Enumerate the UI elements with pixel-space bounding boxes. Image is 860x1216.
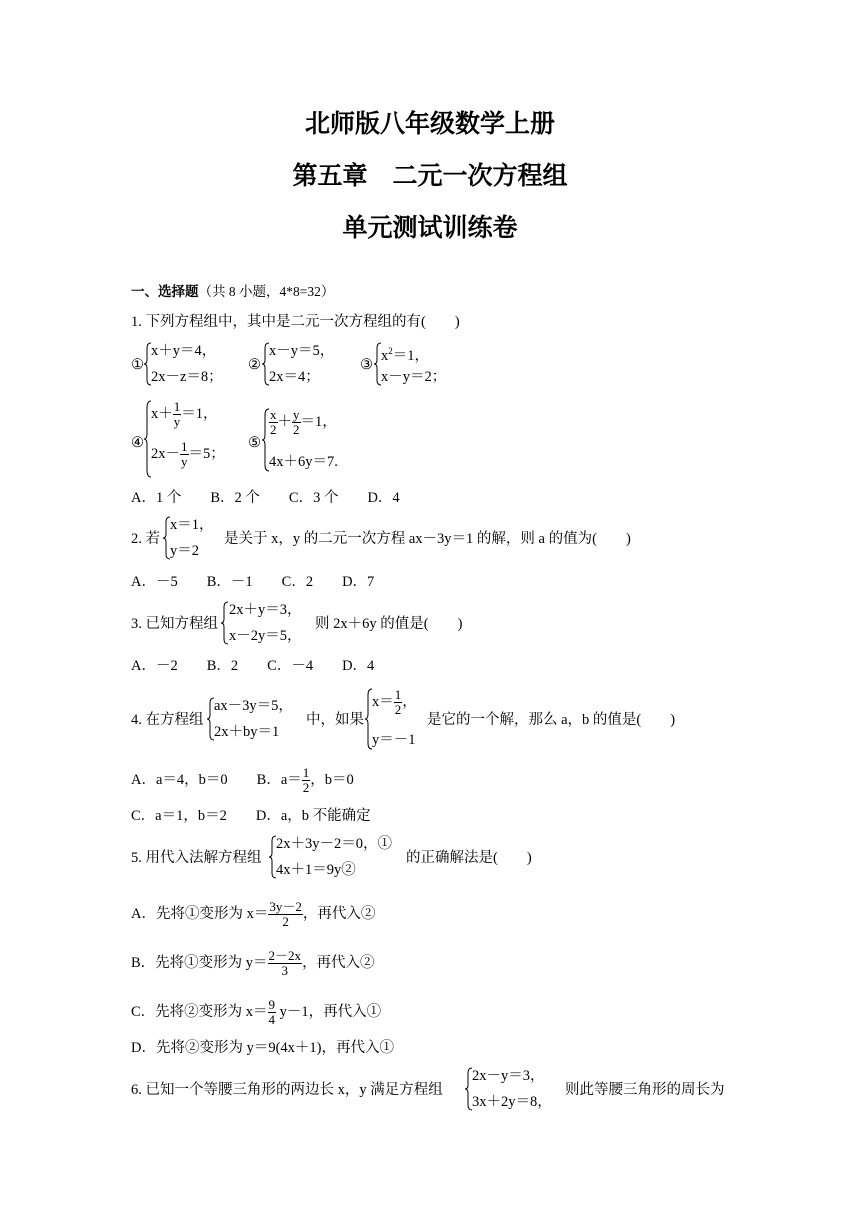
q6-pre: 6. 已知一个等腰三角形的两边长 x，y 满足方程组 [131,1082,443,1098]
q1-sys3-eq1: $x^2=1$， [381,346,429,364]
q4-sol1: x＝ $\frac{1}{2}$ ， [372,687,417,717]
q3-eq1: 2x＋y＝3， [229,602,302,618]
q5-eq2: 4x＋1＝9y② [276,862,356,878]
q4-options-ab: A．a＝4，b＝0 B．a＝ $\frac{1}{2}$ ，b＝0 [131,765,354,795]
q1-stem: 1. 下列方程组中，其中是二元一次方程组的有( ) [131,314,460,330]
section-heading-note: （共 8 小题，4*8=32） [198,284,335,299]
q1-sys4-label: ④ [131,435,144,451]
q1-sys5-eq1: $\frac{x}{2}$ ＋ $\frac{y}{2}$ ＝1， [270,407,337,437]
q5-eq1: 2x＋3y－2＝0，① [276,836,392,852]
q2-options: A．－5 B．－1 C．2 D．7 [131,574,375,590]
q4-post: 是它的一个解，那么 a，b 的值是( ) [427,712,676,728]
q2-post: 是关于 x，y 的二元一次方程 ax－3y＝1 的解，则 a 的值为( ) [224,531,631,547]
q1-sys5-label: ⑤ [248,435,261,451]
brace-icon [221,601,229,645]
q4-eq1: ax－3y＝5， [214,698,293,714]
doc-title: 北师版八年级数学上册 [304,109,555,138]
q5-option-b: B．先将①变形为 y＝ $\frac{2-2x}{3}$ ，再代入② [131,948,375,978]
test-title: 单元测试训练卷 [342,213,518,242]
q1-sys4-eq2: 2x－ $\frac{1}{y}$ ＝5； [151,439,225,469]
q3-options: A．－2 B．2 C．－4 D．4 [131,658,375,674]
q1-sys3-label: ③ [360,357,373,373]
q2-eq2: y＝2 [170,543,199,559]
q1-sys4-eq1: x＋ $\frac{1}{y}$ ＝1， [151,399,218,429]
q4-pre: 4. 在方程组 [131,712,204,728]
q1-sys3-eq2: x－y＝2； [381,369,447,385]
q1-sys1-eq1: x＋y＝4， [151,343,217,359]
q3-pre: 3. 已知方程组 [131,616,218,632]
q5-option-c: C．先将②变形为 x＝ $\frac{9}{4}$ y－1，再代入① [131,997,382,1027]
chapter-title: 第五章 二元一次方程组 [292,161,568,190]
section-heading-label: 一、选择题 [131,284,199,300]
q5-post: 的正确解法是( ) [406,850,532,866]
q1-sys1-eq2: 2x－z＝8； [151,369,223,385]
q3-eq2: x－2y＝5， [229,628,302,644]
q4-sol2: y＝－1 [372,732,416,748]
q6-eq1: 2x－y＝3， [472,1068,545,1084]
q3-post: 则 2x＋6y 的值是( ) [315,616,463,632]
q5-option-d: D．先将②变形为 y＝9(4x＋1)，再代入① [131,1040,395,1056]
q4-mid: 中，如果 [306,712,364,728]
q1-sys2-eq1: x－y＝5， [269,343,335,359]
q5-pre: 5. 用代入法解方程组 [131,850,262,866]
q1-sys2-label: ② [248,357,261,373]
q5-option-a: A．先将①变形为 x＝ $\frac{3y-2}{2}$ ，再代入② [131,899,376,929]
q1-sys5-eq2: 4x＋6y＝7. [269,454,338,470]
q2-pre: 2. 若 [131,531,160,547]
q6-post: 则此等腰三角形的周长为 [565,1082,725,1098]
q4-eq2: 2x＋by＝1 [214,724,280,740]
q4-options-cd: C．a＝1，b＝2 D．a，b 不能确定 [131,808,371,824]
q1-sys2-eq2: 2x＝4； [269,369,320,385]
q1-options: A．1 个 B．2 个 C．3 个 D．4 [131,490,400,506]
q1-sys1-label: ① [131,357,144,373]
q6-eq2: 3x＋2y＝8， [472,1094,552,1110]
q2-eq1: x＝1， [170,517,214,533]
section-heading [131,283,334,301]
